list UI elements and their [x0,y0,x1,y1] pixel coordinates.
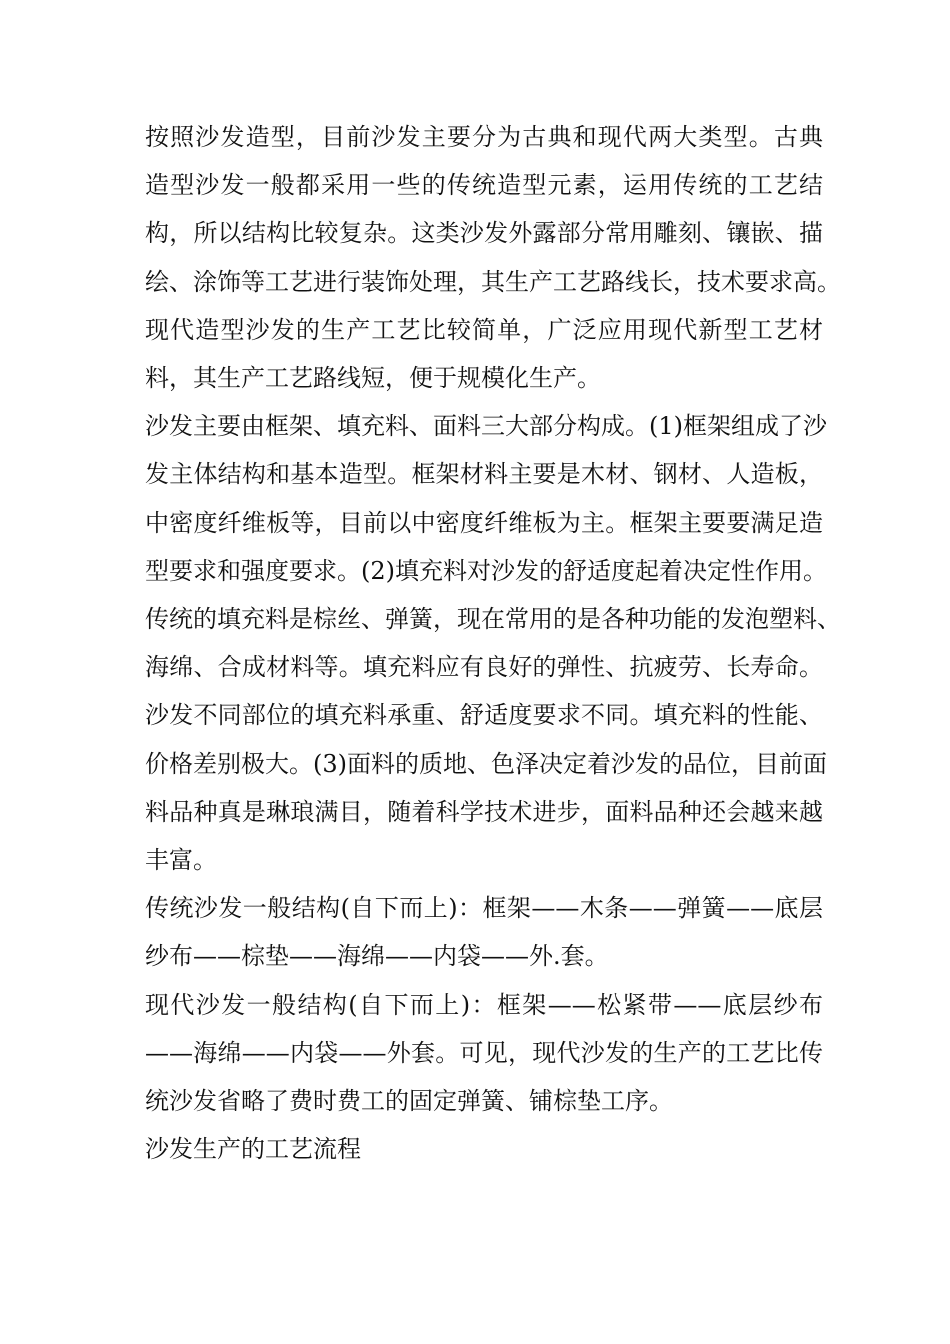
text-line: 料品种真是琳琅满目，随着科学技术进步，面料品种还会越来越 [145,797,823,826]
text-line: 价格差别极大。(3)面料的质地、色泽决定着沙发的品位，目前面 [145,749,827,778]
text-line: 造型沙发一般都采用一些的传统造型元素，运用传统的工艺结 [145,171,823,200]
text-line: 现代造型沙发的生产工艺比较简单，广泛应用现代新型工艺材 [145,315,823,344]
text-line: 料，其生产工艺路线短，便于规模化生产。 [145,364,601,393]
section-heading-process [145,1125,823,1173]
text-line: 丰富。 [145,846,217,875]
document-body [145,113,841,1173]
text-line: 纱布——棕垫——海绵——内袋——外.套。 [145,942,609,971]
text-line: 构，所以结构比较复杂。这类沙发外露部分常用雕刻、镶嵌、描 [145,219,823,248]
text-line: 发主体结构和基本造型。框架材料主要是木材、钢材、人造板， [145,460,823,489]
text-line: 绘、涂饰等工艺进行装饰处理，其生产工艺路线长，技术要求高。 [145,267,841,296]
paragraph-modern-structure [145,981,823,1126]
paragraph-sofa-styles [145,113,841,402]
text-line: 按照沙发造型，目前沙发主要分为古典和现代两大类型。古典 [145,123,823,151]
text-line: 沙发主要由框架、填充料、面料三大部分构成。(1)框架组成了沙 [145,412,827,441]
paragraph-traditional-structure [145,884,823,980]
text-line: 沙发不同部位的填充料承重、舒适度要求不同。填充料的性能、 [145,701,823,730]
text-line: 型要求和强度要求。(2)填充料对沙发的舒适度起着决定性作用。 [145,556,827,585]
text-line: 海绵、合成材料等。填充料应有良好的弹性、抗疲劳、长寿命。 [145,653,823,682]
text-line: 统沙发省略了费时费工的固定弹簧、铺棕垫工序。 [145,1087,673,1116]
text-line: 传统沙发一般结构(自下而上)：框架——木条——弹簧——底层 [145,894,823,923]
paragraph-sofa-components [145,402,841,884]
text-line: 传统的填充料是棕丝、弹簧，现在常用的是各种功能的发泡塑料、 [145,605,841,634]
text-line: ——海绵——内袋——外套。可见，现代沙发的生产的工艺比传 [145,1038,823,1067]
text-line: 中密度纤维板等，目前以中密度纤维板为主。框架主要要满足造 [145,508,823,537]
heading-text: 沙发生产的工艺流程 [145,1135,361,1164]
text-line: 现代沙发一般结构(自下而上)：框架——松紧带——底层纱布 [145,990,823,1019]
